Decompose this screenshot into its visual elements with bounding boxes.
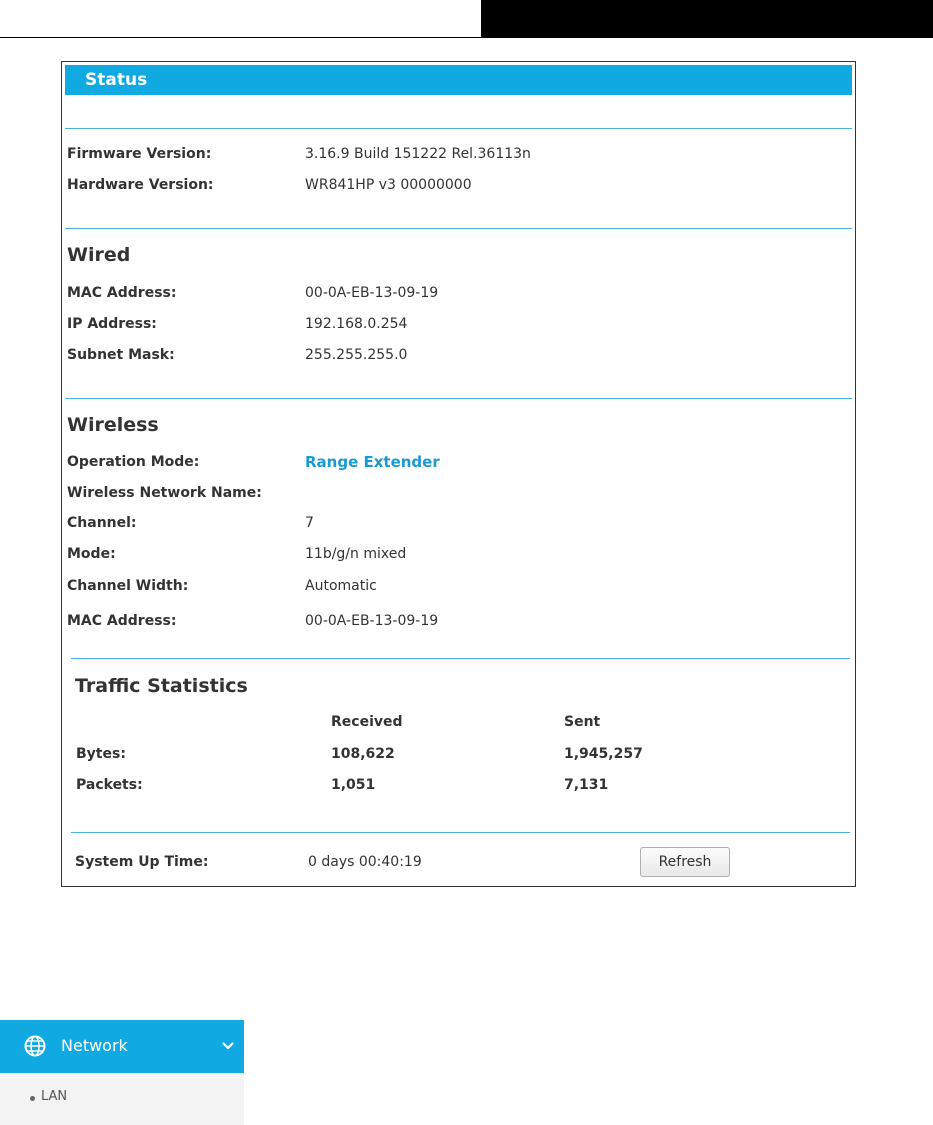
network-menu-label: Network xyxy=(61,1036,128,1055)
chevron-down-icon[interactable] xyxy=(222,1041,234,1051)
operation-mode-label: Operation Mode: xyxy=(67,454,200,470)
ip-address-label: IP Address: xyxy=(67,316,157,332)
sent-header: Sent xyxy=(564,714,601,730)
firmware-version-label: Firmware Version: xyxy=(67,146,212,162)
wired-title: Wired xyxy=(67,244,131,266)
divider xyxy=(65,228,852,229)
operation-mode-value: Range Extender xyxy=(305,453,440,471)
wired-mac-label: MAC Address: xyxy=(67,285,177,301)
channel-label: Channel: xyxy=(67,515,137,531)
sidebar-item-lan[interactable] xyxy=(0,1073,244,1125)
status-header xyxy=(65,65,852,95)
header-black-bar xyxy=(481,0,933,38)
hardware-version-value: WR841HP v3 00000000 xyxy=(305,177,472,193)
network-menu-header[interactable] xyxy=(0,1020,244,1073)
status-title: Status xyxy=(85,70,148,90)
bytes-sent-value: 1,945,257 xyxy=(564,746,643,762)
wireless-mac-value: 00-0A-EB-13-09-19 xyxy=(305,613,439,629)
channel-width-value: Automatic xyxy=(305,578,377,594)
channel-value: 7 xyxy=(305,515,314,531)
wireless-mac-label: MAC Address: xyxy=(67,613,177,629)
wireless-network-name-label: Wireless Network Name: xyxy=(67,485,262,501)
bytes-received-value: 108,622 xyxy=(331,746,395,762)
refresh-button[interactable]: Refresh xyxy=(640,847,730,877)
mode-label: Mode: xyxy=(67,546,116,562)
wired-mac-value: 00-0A-EB-13-09-19 xyxy=(305,285,439,301)
hardware-version-label: Hardware Version: xyxy=(67,177,214,193)
top-rule xyxy=(0,0,481,38)
system-up-time-label: System Up Time: xyxy=(75,854,209,870)
channel-width-label: Channel Width: xyxy=(67,578,189,594)
firmware-version-value: 3.16.9 Build 151222 Rel.36113n xyxy=(305,146,531,162)
system-up-time-value: 0 days 00:40:19 xyxy=(308,854,422,870)
mode-value: 11b/g/n mixed xyxy=(305,546,407,562)
divider xyxy=(71,832,850,833)
packets-received-value: 1,051 xyxy=(331,777,376,793)
received-header: Received xyxy=(331,714,403,730)
subnet-mask-label: Subnet Mask: xyxy=(67,347,175,363)
wireless-title: Wireless xyxy=(67,414,159,436)
packets-label: Packets: xyxy=(76,777,143,793)
status-panel xyxy=(61,61,856,887)
packets-sent-value: 7,131 xyxy=(564,777,609,793)
bytes-label: Bytes: xyxy=(76,746,126,762)
subnet-mask-value: 255.255.255.0 xyxy=(305,347,408,363)
traffic-statistics-title: Traffic Statistics xyxy=(75,675,248,697)
divider xyxy=(71,658,850,659)
divider xyxy=(65,128,852,129)
globe-icon xyxy=(23,1034,47,1058)
sidebar-item-label: LAN xyxy=(41,1089,68,1104)
bullet-icon xyxy=(30,1096,35,1101)
divider xyxy=(65,398,852,399)
ip-address-value: 192.168.0.254 xyxy=(305,316,408,332)
